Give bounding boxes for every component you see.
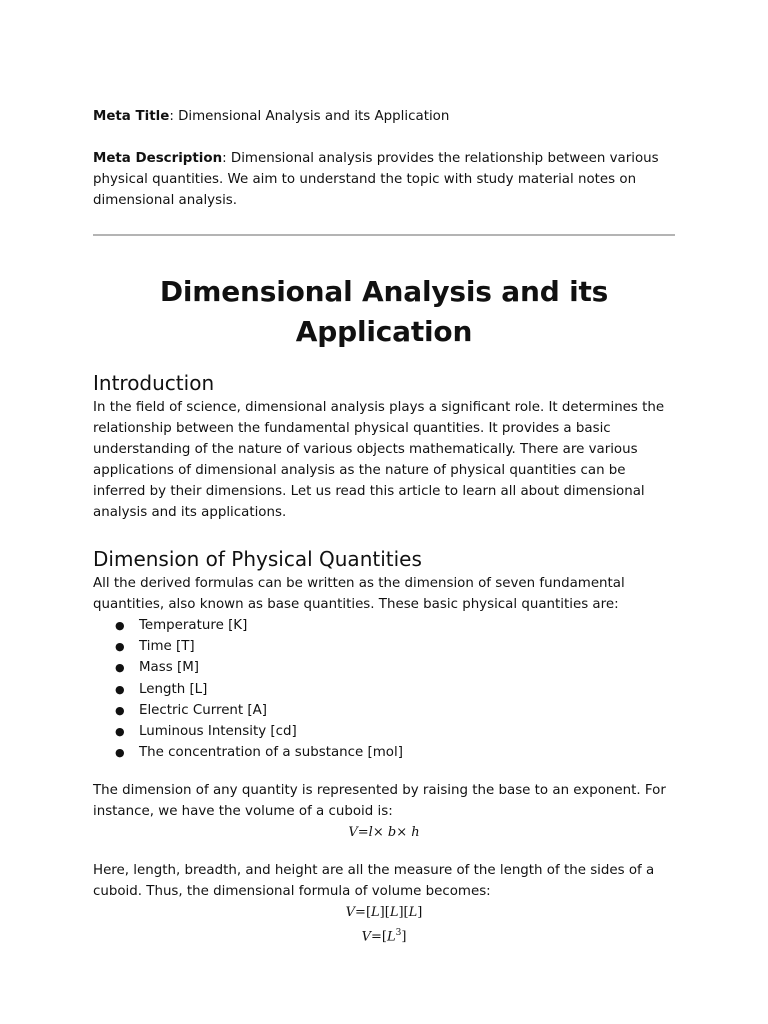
bullet-icon: ● (115, 703, 125, 717)
eq-symbol: V (345, 905, 356, 921)
dimension-paragraph: All the derived formulas can be written as the dimension of seven fundamental quantities, also known as base quantities. These basic physical quantities are: (93, 576, 625, 612)
list-item-text: The concentration of a substance [mol] (139, 745, 403, 761)
eq-symbol: h (411, 825, 420, 841)
bullet-icon: ● (115, 725, 125, 739)
eq-symbol: L (386, 929, 396, 945)
eq-symbol: L (371, 905, 380, 921)
eq-symbol: × (396, 825, 408, 841)
list-item (93, 679, 675, 700)
introduction-paragraph: In the field of science, dimensional analysis plays a significant role. It determines the relationship between the fundamental physical quantities. It provides a basic understanding of the nature of various objects mathematically. There are various applications of dimensional analysis as the nature of physical quantities can be inferred by their dimensions. Let us read this article to learn all about dimensional analysis and its applications. (93, 400, 665, 520)
eq-symbol: ] (379, 905, 385, 921)
list-item-text: Temperature [K] (139, 618, 248, 633)
bullet-icon: ● (115, 746, 125, 760)
eq-symbol: [ (384, 905, 390, 921)
list-item (93, 636, 675, 657)
bullet-icon: ● (115, 619, 125, 632)
eq-symbol: ] (401, 929, 407, 945)
spacer (93, 843, 675, 860)
dimension-equation-expanded (93, 902, 675, 923)
list-item (93, 700, 675, 721)
bullet-icon: ● (115, 682, 125, 696)
eq-symbol: ] (417, 905, 423, 921)
meta-title-label: Meta Title (93, 109, 170, 124)
meta-title (93, 106, 675, 127)
eq-symbol: l (368, 825, 373, 841)
eq-symbol: L (389, 905, 399, 921)
meta-title-value: : Dimensional Analysis and its Application (169, 109, 450, 124)
eq-symbol: = (355, 905, 366, 921)
meta-description-label: Meta Description (93, 151, 223, 166)
exponent-paragraph: The dimension of any quantity is represented by raising the base to an exponent. For instance, we have the volume of a cuboid is: (93, 783, 666, 820)
dimension-equation-result (93, 923, 675, 947)
list-item (93, 615, 675, 636)
eq-symbol: L (408, 905, 418, 921)
eq-symbol: = (370, 929, 382, 945)
spacer (93, 763, 675, 780)
eq-symbol: [ (365, 905, 372, 921)
eq-symbol: b (387, 825, 397, 841)
bullet-icon: ● (115, 640, 125, 654)
list-item (93, 657, 675, 678)
eq-symbol: V (361, 929, 371, 945)
list-item (93, 721, 675, 742)
meta-description-value: : Dimensional analysis provides the relationship between various physical quantities. We aim to understand the topic with study material notes on dimensional analysis. (93, 151, 659, 208)
volume-equation (93, 822, 675, 843)
meta-description (93, 148, 675, 211)
list-item-text: Electric Current [A] (139, 702, 268, 718)
document-content (93, 106, 675, 948)
eq-symbol: [ (403, 905, 409, 921)
eq-exponent: 3 (395, 928, 402, 939)
eq-symbol: × (372, 825, 384, 841)
eq-symbol: V (348, 825, 358, 841)
horizontal-divider (93, 234, 675, 236)
bullet-icon: ● (115, 661, 125, 675)
list-item-text: Luminous Intensity [cd] (139, 724, 297, 740)
eq-symbol: = (357, 825, 369, 841)
base-quantities-list (93, 615, 675, 763)
eq-symbol: [ (381, 929, 387, 945)
list-item-text: Time [T] (139, 639, 195, 655)
list-item-text: Mass [M] (139, 660, 199, 676)
cuboid-paragraph: Here, length, breadth, and height are all the measure of the length of the sides of a cuboid. Thus, the dimensional formula of volume becomes: (93, 863, 655, 900)
introduction-heading: Introduction (93, 371, 215, 395)
list-item (93, 742, 675, 763)
eq-symbol: ] (398, 905, 404, 921)
list-item-text: Length [L] (139, 681, 208, 697)
dimension-heading: Dimension of Physical Quantities (93, 547, 422, 571)
article-title: Dimensional Analysis and its Application (159, 275, 609, 348)
